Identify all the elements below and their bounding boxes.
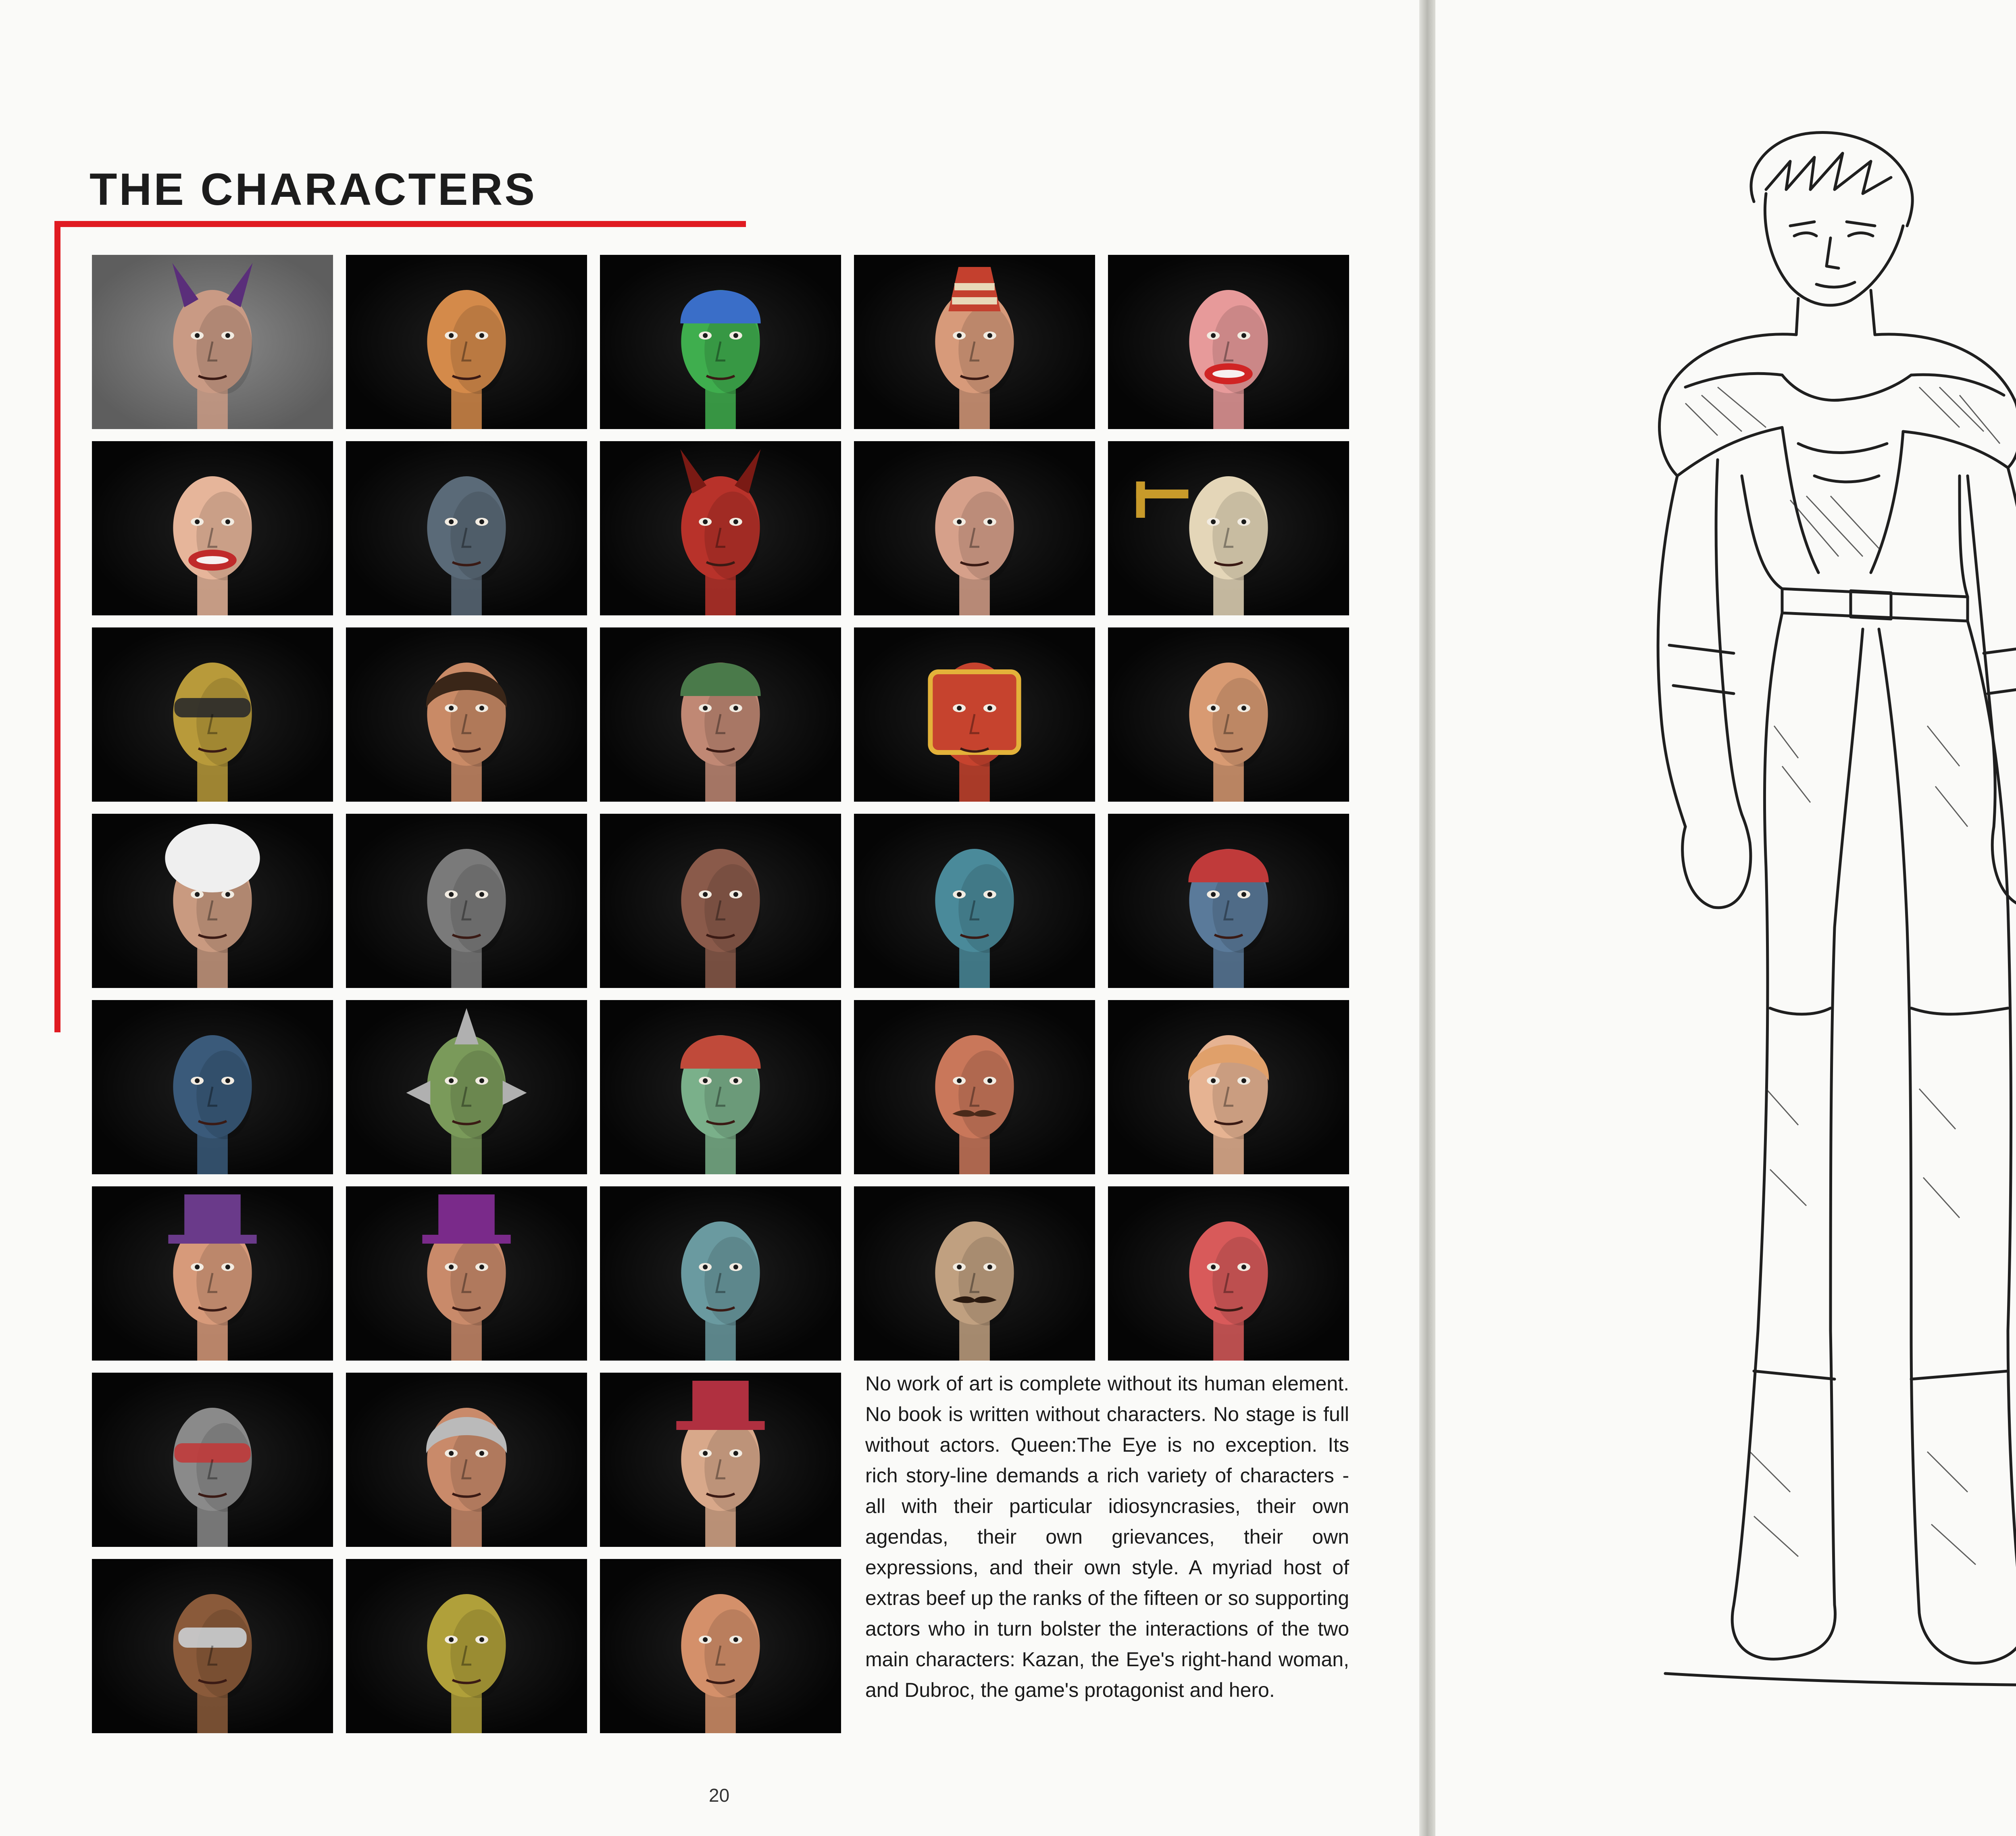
character-portrait bbox=[92, 441, 333, 615]
character-portrait bbox=[600, 1373, 841, 1547]
character-portrait-image bbox=[600, 1000, 841, 1174]
character-portrait bbox=[92, 1373, 333, 1547]
character-portrait bbox=[1108, 441, 1349, 615]
character-portrait bbox=[346, 814, 587, 988]
character-portrait bbox=[600, 814, 841, 988]
character-portrait bbox=[346, 441, 587, 615]
character-portrait-image bbox=[92, 1186, 333, 1361]
character-portrait-image bbox=[346, 441, 587, 615]
character-portrait-image bbox=[346, 1559, 587, 1733]
character-portrait-image bbox=[92, 255, 333, 429]
character-portrait bbox=[1108, 814, 1349, 988]
red-accent-rule-vertical bbox=[54, 221, 60, 1032]
character-portrait-image bbox=[600, 814, 841, 988]
character-portrait bbox=[92, 1559, 333, 1733]
character-portrait-image bbox=[1108, 441, 1349, 615]
character-portrait bbox=[92, 627, 333, 802]
character-portrait-image bbox=[1108, 1000, 1349, 1174]
character-portrait bbox=[854, 627, 1095, 802]
character-portrait-image bbox=[600, 627, 841, 802]
character-portrait bbox=[854, 255, 1095, 429]
character-portrait-image bbox=[854, 1000, 1095, 1174]
character-portrait bbox=[600, 627, 841, 802]
book-gutter bbox=[1419, 0, 1435, 1836]
character-portrait bbox=[1108, 1186, 1349, 1361]
red-accent-rule-horizontal bbox=[54, 221, 746, 227]
character-portrait bbox=[346, 1559, 587, 1733]
section-title: THE CHARACTERS bbox=[90, 164, 537, 215]
character-portrait-image bbox=[1108, 627, 1349, 802]
character-portrait-image bbox=[854, 441, 1095, 615]
character-portrait-image bbox=[92, 1000, 333, 1174]
character-portrait bbox=[854, 441, 1095, 615]
character-portrait bbox=[1108, 255, 1349, 429]
character-portrait-image bbox=[854, 1186, 1095, 1361]
character-portrait-image bbox=[346, 1373, 587, 1547]
character-portrait bbox=[346, 627, 587, 802]
character-portrait bbox=[1108, 1000, 1349, 1174]
character-portrait-image bbox=[1108, 814, 1349, 988]
dubroc-full-figure-sketch bbox=[1435, 0, 2016, 1836]
character-portrait-image bbox=[92, 1373, 333, 1547]
character-portrait bbox=[600, 1000, 841, 1174]
character-portrait bbox=[346, 1186, 587, 1361]
page-number-left: 20 bbox=[709, 1785, 730, 1806]
character-portrait bbox=[346, 255, 587, 429]
character-portrait bbox=[346, 1373, 587, 1547]
character-portrait-image bbox=[92, 814, 333, 988]
character-portrait bbox=[1108, 627, 1349, 802]
character-portrait bbox=[92, 255, 333, 429]
character-portrait-image bbox=[346, 1000, 587, 1174]
character-portrait-image bbox=[600, 1373, 841, 1547]
character-portrait-image bbox=[92, 1559, 333, 1733]
character-portrait-image bbox=[854, 814, 1095, 988]
character-portrait bbox=[854, 1000, 1095, 1174]
quote-line bbox=[1971, 339, 2016, 408]
lyric-quote bbox=[1971, 269, 2016, 477]
character-portrait-image bbox=[600, 1186, 841, 1361]
character-portrait-image bbox=[346, 255, 587, 429]
characters-intro-text: No work of art is complete without its human element. No book is written without characters. No stage is full without actors. Queen:The Eye is no exception. Its rich story-line demands a rich variety of characters - all with their particular idiosyncrasies, their own agendas, their own grievances, their own expressions, and their own style. A myriad host of extras beef up the ranks of the fifteen or so supporting actors who in turn bolster the interactions of the two main characters: Kazan, the Eye's right-hand woman, and Dubroc, the game's protagonist and hero. bbox=[865, 1372, 1349, 1701]
character-portrait-image bbox=[600, 441, 841, 615]
character-portrait-image bbox=[92, 627, 333, 802]
character-portrait bbox=[600, 1186, 841, 1361]
character-portrait-image bbox=[854, 627, 1095, 802]
character-portrait bbox=[92, 814, 333, 988]
character-portrait bbox=[854, 1186, 1095, 1361]
character-portrait-image bbox=[1108, 1186, 1349, 1361]
character-portrait bbox=[600, 441, 841, 615]
quote-line bbox=[1971, 408, 2016, 477]
character-portrait bbox=[92, 1000, 333, 1174]
quote-line bbox=[1971, 269, 2016, 339]
character-portrait-image bbox=[346, 1186, 587, 1361]
character-portrait-image bbox=[1108, 255, 1349, 429]
right-page bbox=[1435, 0, 2016, 1836]
character-portrait bbox=[92, 1186, 333, 1361]
character-portrait bbox=[600, 1559, 841, 1733]
character-portrait-image bbox=[346, 814, 587, 988]
character-portrait bbox=[346, 1000, 587, 1174]
character-portrait-image bbox=[92, 441, 333, 615]
character-portrait-image bbox=[854, 255, 1095, 429]
character-portrait-image bbox=[600, 1559, 841, 1733]
character-portrait-image bbox=[346, 627, 587, 802]
character-portrait-image bbox=[600, 255, 841, 429]
character-portrait bbox=[600, 255, 841, 429]
character-portrait bbox=[854, 814, 1095, 988]
